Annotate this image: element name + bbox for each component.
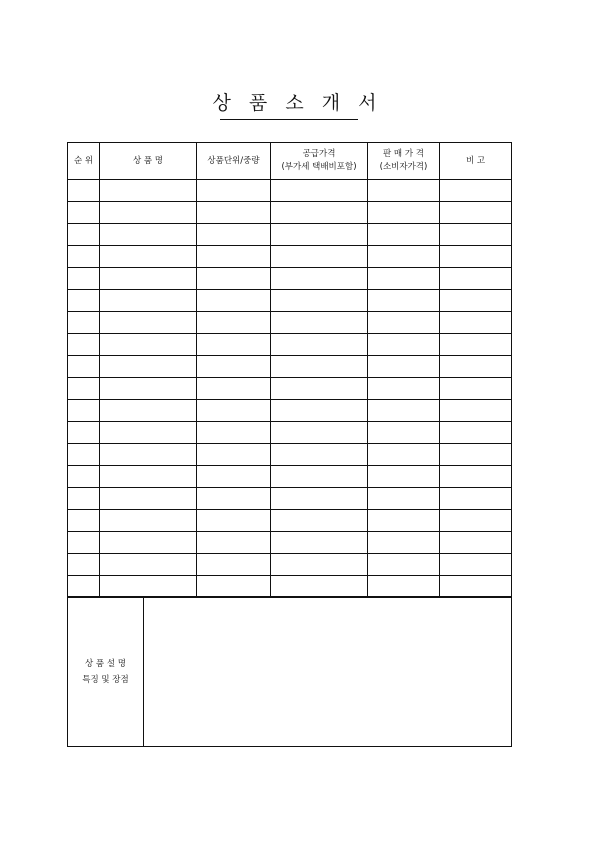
cell-rank[interactable] <box>68 532 100 554</box>
table-row <box>68 356 512 378</box>
cell-unit-weight[interactable] <box>197 202 271 224</box>
cell-retail-price[interactable] <box>368 312 440 334</box>
cell-product-name[interactable] <box>100 290 197 312</box>
cell-retail-price[interactable] <box>368 532 440 554</box>
cell-unit-weight[interactable] <box>197 334 271 356</box>
cell-unit-weight[interactable] <box>197 268 271 290</box>
cell-unit-weight[interactable] <box>197 400 271 422</box>
cell-unit-weight[interactable] <box>197 576 271 598</box>
cell-supply-price[interactable] <box>271 356 368 378</box>
cell-unit-weight[interactable] <box>197 356 271 378</box>
product-table <box>67 142 512 598</box>
cell-retail-price[interactable] <box>368 268 440 290</box>
cell-note[interactable] <box>440 532 512 554</box>
cell-supply-price[interactable] <box>271 378 368 400</box>
table-row <box>68 510 512 532</box>
cell-supply-price[interactable] <box>271 466 368 488</box>
cell-supply-price[interactable] <box>271 312 368 334</box>
cell-retail-price[interactable] <box>368 334 440 356</box>
cell-product-name[interactable] <box>100 356 197 378</box>
table-row <box>68 268 512 290</box>
table-row <box>68 334 512 356</box>
cell-rank[interactable] <box>68 488 100 510</box>
cell-note[interactable] <box>440 444 512 466</box>
table-row <box>68 576 512 598</box>
cell-rank[interactable] <box>68 400 100 422</box>
cell-unit-weight[interactable] <box>197 510 271 532</box>
table-row <box>68 400 512 422</box>
cell-rank[interactable] <box>68 290 100 312</box>
cell-supply-price[interactable] <box>271 554 368 576</box>
cell-note[interactable] <box>440 356 512 378</box>
cell-product-name[interactable] <box>100 510 197 532</box>
cell-product-name[interactable] <box>100 312 197 334</box>
cell-product-name[interactable] <box>100 422 197 444</box>
table-row <box>68 224 512 246</box>
cell-retail-price[interactable] <box>368 246 440 268</box>
cell-supply-price[interactable] <box>271 334 368 356</box>
cell-supply-price[interactable] <box>271 224 368 246</box>
cell-rank[interactable] <box>68 312 100 334</box>
header-supply-price-line1: 공급가격 <box>302 149 336 159</box>
cell-unit-weight[interactable] <box>197 466 271 488</box>
cell-supply-price[interactable] <box>271 400 368 422</box>
cell-retail-price[interactable] <box>368 378 440 400</box>
cell-unit-weight[interactable] <box>197 180 271 202</box>
cell-note[interactable] <box>440 202 512 224</box>
cell-supply-price[interactable] <box>271 422 368 444</box>
cell-unit-weight[interactable] <box>197 532 271 554</box>
cell-note[interactable] <box>440 510 512 532</box>
table-row <box>68 312 512 334</box>
cell-retail-price[interactable] <box>368 576 440 598</box>
cell-supply-price[interactable] <box>271 532 368 554</box>
cell-product-name[interactable] <box>100 400 197 422</box>
cell-product-name[interactable] <box>100 268 197 290</box>
cell-retail-price[interactable] <box>368 510 440 532</box>
cell-note[interactable] <box>440 466 512 488</box>
table-row <box>68 444 512 466</box>
cell-rank[interactable] <box>68 246 100 268</box>
cell-note[interactable] <box>440 554 512 576</box>
cell-rank[interactable] <box>68 356 100 378</box>
description-label-line1: 상 품 설 명 <box>85 658 126 669</box>
cell-product-name[interactable] <box>100 466 197 488</box>
cell-rank[interactable] <box>68 180 100 202</box>
cell-product-name[interactable] <box>100 488 197 510</box>
cell-rank[interactable] <box>68 334 100 356</box>
cell-product-name[interactable] <box>100 202 197 224</box>
cell-unit-weight[interactable] <box>197 422 271 444</box>
cell-unit-weight[interactable] <box>197 224 271 246</box>
cell-supply-price[interactable] <box>271 246 368 268</box>
cell-rank[interactable] <box>68 554 100 576</box>
cell-rank[interactable] <box>68 422 100 444</box>
cell-note[interactable] <box>440 290 512 312</box>
cell-unit-weight[interactable] <box>197 246 271 268</box>
cell-note[interactable] <box>440 400 512 422</box>
header-note: 비 고 <box>440 143 512 180</box>
cell-unit-weight[interactable] <box>197 378 271 400</box>
cell-rank[interactable] <box>68 576 100 598</box>
cell-supply-price[interactable] <box>271 576 368 598</box>
cell-retail-price[interactable] <box>368 180 440 202</box>
cell-rank[interactable] <box>68 510 100 532</box>
cell-retail-price[interactable] <box>368 554 440 576</box>
cell-note[interactable] <box>440 334 512 356</box>
cell-supply-price[interactable] <box>271 510 368 532</box>
cell-unit-weight[interactable] <box>197 444 271 466</box>
description-label <box>68 597 144 747</box>
description-content[interactable] <box>144 597 512 747</box>
description-table <box>67 596 512 747</box>
cell-product-name[interactable] <box>100 224 197 246</box>
header-product-name: 상 품 명 <box>100 143 197 180</box>
cell-retail-price[interactable] <box>368 466 440 488</box>
table-row <box>68 422 512 444</box>
header-retail-price-line2: (소비자가격) <box>379 162 428 172</box>
cell-product-name[interactable] <box>100 334 197 356</box>
cell-product-name[interactable] <box>100 554 197 576</box>
cell-rank[interactable] <box>68 224 100 246</box>
table-row <box>68 290 512 312</box>
description-row <box>68 597 512 747</box>
cell-rank[interactable] <box>68 268 100 290</box>
cell-note[interactable] <box>440 224 512 246</box>
cell-unit-weight[interactable] <box>197 312 271 334</box>
cell-retail-price[interactable] <box>368 224 440 246</box>
cell-unit-weight[interactable] <box>197 488 271 510</box>
table-row <box>68 202 512 224</box>
header-retail-price <box>368 143 440 180</box>
cell-note[interactable] <box>440 246 512 268</box>
header-supply-price <box>271 143 368 180</box>
title-underline <box>220 119 358 120</box>
cell-supply-price[interactable] <box>271 180 368 202</box>
cell-rank[interactable] <box>68 378 100 400</box>
table-row <box>68 246 512 268</box>
table-row <box>68 378 512 400</box>
cell-rank[interactable] <box>68 444 100 466</box>
document-title: 상 품 소 개 서 <box>212 92 383 114</box>
cell-retail-price[interactable] <box>368 488 440 510</box>
cell-rank[interactable] <box>68 466 100 488</box>
cell-product-name[interactable] <box>100 378 197 400</box>
header-retail-price-line1: 판 매 가 격 <box>383 149 424 159</box>
cell-retail-price[interactable] <box>368 290 440 312</box>
cell-product-name[interactable] <box>100 532 197 554</box>
cell-retail-price[interactable] <box>368 444 440 466</box>
table-row <box>68 532 512 554</box>
table-row <box>68 554 512 576</box>
header-row <box>68 143 512 180</box>
header-rank: 순 위 <box>68 143 100 180</box>
cell-retail-price[interactable] <box>368 202 440 224</box>
cell-unit-weight[interactable] <box>197 554 271 576</box>
cell-supply-price[interactable] <box>271 488 368 510</box>
description-label-line2: 특징 및 장점 <box>82 674 129 685</box>
cell-supply-price[interactable] <box>271 268 368 290</box>
cell-product-name[interactable] <box>100 180 197 202</box>
table-row <box>68 466 512 488</box>
cell-unit-weight[interactable] <box>197 290 271 312</box>
cell-supply-price[interactable] <box>271 290 368 312</box>
cell-rank[interactable] <box>68 202 100 224</box>
table-row <box>68 180 512 202</box>
cell-product-name[interactable] <box>100 576 197 598</box>
cell-product-name[interactable] <box>100 246 197 268</box>
cell-retail-price[interactable] <box>368 356 440 378</box>
cell-note[interactable] <box>440 312 512 334</box>
header-unit-weight: 상품단위/중량 <box>197 143 271 180</box>
cell-retail-price[interactable] <box>368 422 440 444</box>
table-body <box>68 180 512 598</box>
table-row <box>68 488 512 510</box>
cell-note[interactable] <box>440 422 512 444</box>
cell-note[interactable] <box>440 488 512 510</box>
cell-note[interactable] <box>440 268 512 290</box>
cell-note[interactable] <box>440 576 512 598</box>
header-supply-price-line2: (부가세 택배비포함) <box>281 162 357 172</box>
cell-retail-price[interactable] <box>368 400 440 422</box>
cell-note[interactable] <box>440 378 512 400</box>
cell-supply-price[interactable] <box>271 444 368 466</box>
cell-supply-price[interactable] <box>271 202 368 224</box>
cell-note[interactable] <box>440 180 512 202</box>
cell-product-name[interactable] <box>100 444 197 466</box>
